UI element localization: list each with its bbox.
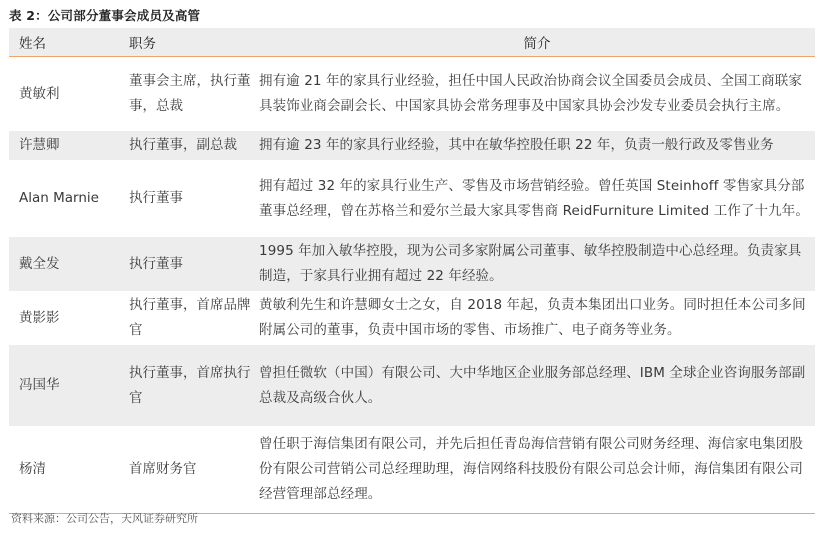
header-role: 职务 [119, 28, 259, 57]
member-intro: 拥有逾 21 年的家具行业经验，担任中国人民政治协商会议全国委员会成员、全国工商联家具装饰业商会副会长、中国家具协会常务理事及中国家具协会沙发专业委员会执行主席。 [259, 73, 802, 114]
member-role: 执行董事，首席执行官 [129, 364, 251, 406]
member-role: 执行董事，首席品牌官 [129, 297, 251, 338]
member-name: 杨清 [9, 426, 119, 514]
table-row [9, 426, 815, 514]
table-row [9, 345, 815, 426]
source-note: 资料来源：公司公告，天风证券研究所 [11, 512, 198, 525]
board-members-table [9, 28, 815, 514]
member-intro: 拥有超过 32 年的家具行业生产、零售及市场营销经验。曾任英国 Steinhoff 零售家具分部董事总经理，曾在苏格兰和爱尔兰最大家具零售商 ReidFurniture Limited 工作了十九年。 [259, 177, 809, 219]
member-intro: 曾任职于海信集团有限公司，并先后担任青岛海信营销有限公司财务经理、海信家电集团股份有限公司营销公司总经理助理，海信网络科技股份有限公司总会计师，海信集团有限公司经营管理部总经理。 [259, 426, 815, 514]
header-name: 姓名 [9, 28, 119, 57]
table-row [9, 160, 815, 237]
table-caption: 表 2：公司部分董事会成员及高管 [9, 8, 201, 23]
member-name: Alan Marnie [19, 190, 99, 206]
member-intro: 曾担任微软（中国）有限公司、大中华地区企业服务部总经理、IBM 全球企业咨询服务部副总裁及高级合伙人。 [259, 364, 806, 406]
member-role: 首席财务官 [119, 426, 259, 514]
member-name: 黄影影 [19, 309, 60, 326]
header-intro: 简介 [259, 28, 815, 57]
table-row [9, 291, 815, 345]
member-role: 执行董事，副总裁 [129, 137, 237, 153]
member-name: 戴全发 [19, 255, 60, 272]
member-intro: 黄敏利先生和许慧卿女士之女，自 2018 年起，负责本集团出口业务。同时担任本公司多间附属公司的董事，负责中国市场的零售、市场推广、电子商务等业务。 [259, 297, 806, 338]
member-intro: 1995 年加入敏华控股，现为公司多家附属公司董事、敏华控股制造中心总经理。负责家具制造，于家具行业拥有超过 22 年经验。 [259, 243, 802, 284]
member-name: 许慧卿 [19, 137, 60, 153]
table-header-row [9, 28, 815, 57]
member-role: 执行董事 [129, 255, 183, 272]
member-name: 黄敏利 [19, 85, 60, 102]
table-row [9, 131, 815, 160]
table-row [9, 237, 815, 291]
table-row [9, 57, 815, 132]
member-role: 执行董事 [129, 190, 183, 206]
member-role: 董事会主席，执行董事，总裁 [129, 73, 251, 114]
member-name: 冯国华 [19, 377, 60, 393]
member-intro: 拥有逾 23 年的家具行业经验，其中在敏华控股任职 22 年，负责一般行政及零售业务 [259, 137, 774, 153]
